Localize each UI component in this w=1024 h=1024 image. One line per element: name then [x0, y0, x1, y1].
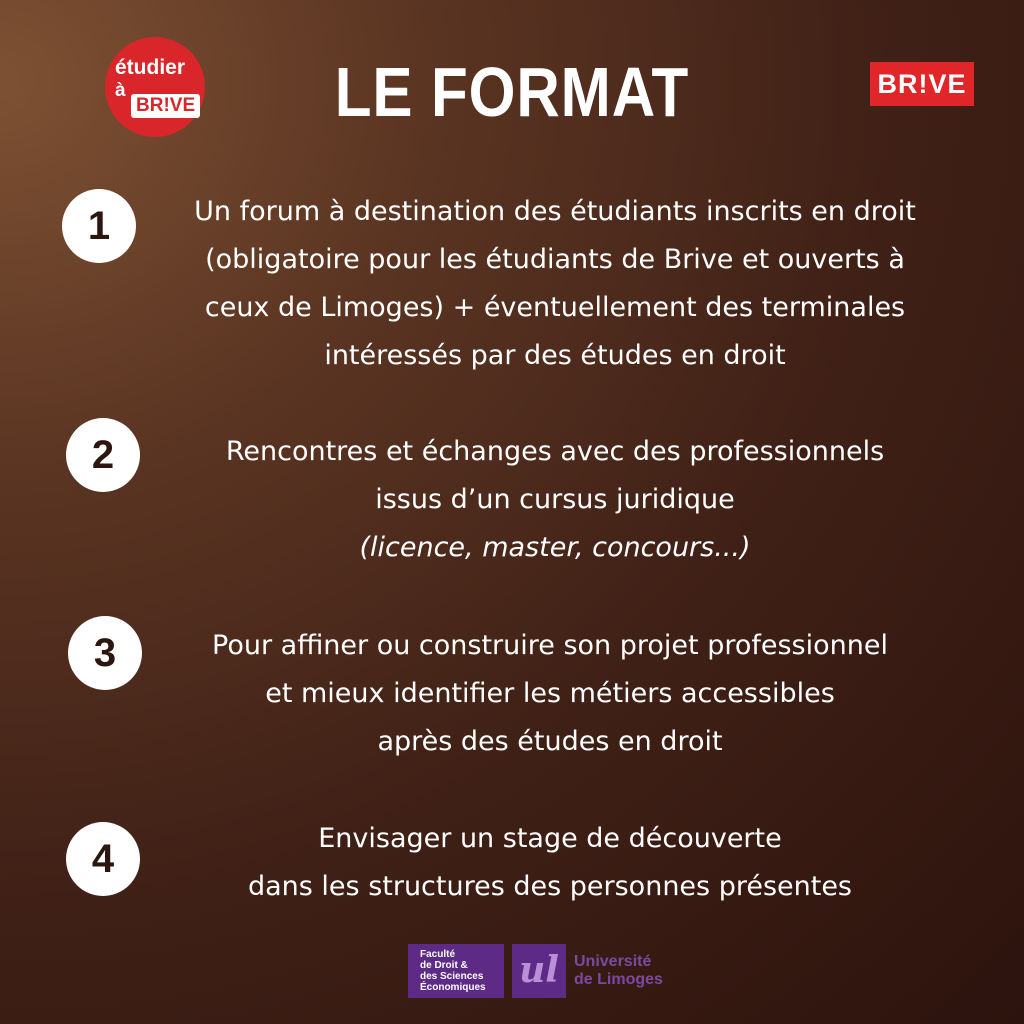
- format-item-3: [160, 622, 940, 766]
- item-4-line-2: dans les structures des personnes présentes: [247, 871, 853, 902]
- item-1-line-3: ceux de Limoges) + éventuellement des terminales: [204, 292, 906, 323]
- logo-etudier-text: étudier: [115, 56, 186, 79]
- format-item-4: [160, 815, 940, 911]
- number-badge-1: 1: [62, 189, 136, 263]
- number-badge-4: 4: [66, 822, 140, 896]
- faculty-logo-line-2: de Droit &: [420, 960, 468, 971]
- faculty-logo-line-4: Économiques: [420, 982, 486, 993]
- logo-a-text: à: [115, 80, 126, 101]
- item-2-line-3: (licence, master, concours...): [359, 532, 751, 563]
- university-name-line-1: Université: [574, 953, 652, 970]
- faculty-logo-line-3: des Sciences: [420, 971, 484, 982]
- number-badge-2: 2: [66, 418, 140, 492]
- item-3-line-2: et mieux identifier les métiers accessibles: [265, 678, 835, 709]
- university-logo-mark: ul: [512, 944, 566, 998]
- format-item-2: [160, 428, 950, 572]
- faculty-logo-line-1: Faculté: [420, 949, 456, 960]
- item-2-line-1: Rencontres et échanges avec des professionnels: [225, 436, 885, 467]
- item-4-line-1: Envisager un stage de découverte: [318, 823, 782, 854]
- university-name-line-2: de Limoges: [574, 971, 663, 988]
- item-3-line-3: après des études en droit: [377, 726, 723, 757]
- item-1-line-1: Un forum à destination des étudiants inscrits en droit: [194, 196, 916, 227]
- item-3-line-1: Pour affiner ou construire son projet professionnel: [212, 630, 888, 661]
- item-1-line-4: intéressés par des études en droit: [324, 340, 786, 371]
- brive-logo: BR!VE: [870, 62, 974, 106]
- university-logo-text: [574, 953, 663, 989]
- item-2-line-2: issus d’un cursus juridique: [375, 484, 735, 515]
- number-badge-3: 3: [68, 616, 142, 690]
- logo-brive-text: BR!VE: [131, 94, 200, 118]
- format-item-1: [150, 188, 960, 380]
- item-1-line-2: (obligatoire pour les étudiants de Brive et ouverts à: [205, 244, 905, 275]
- page-title: LE FORMAT: [334, 53, 690, 131]
- faculty-logo: [408, 944, 504, 998]
